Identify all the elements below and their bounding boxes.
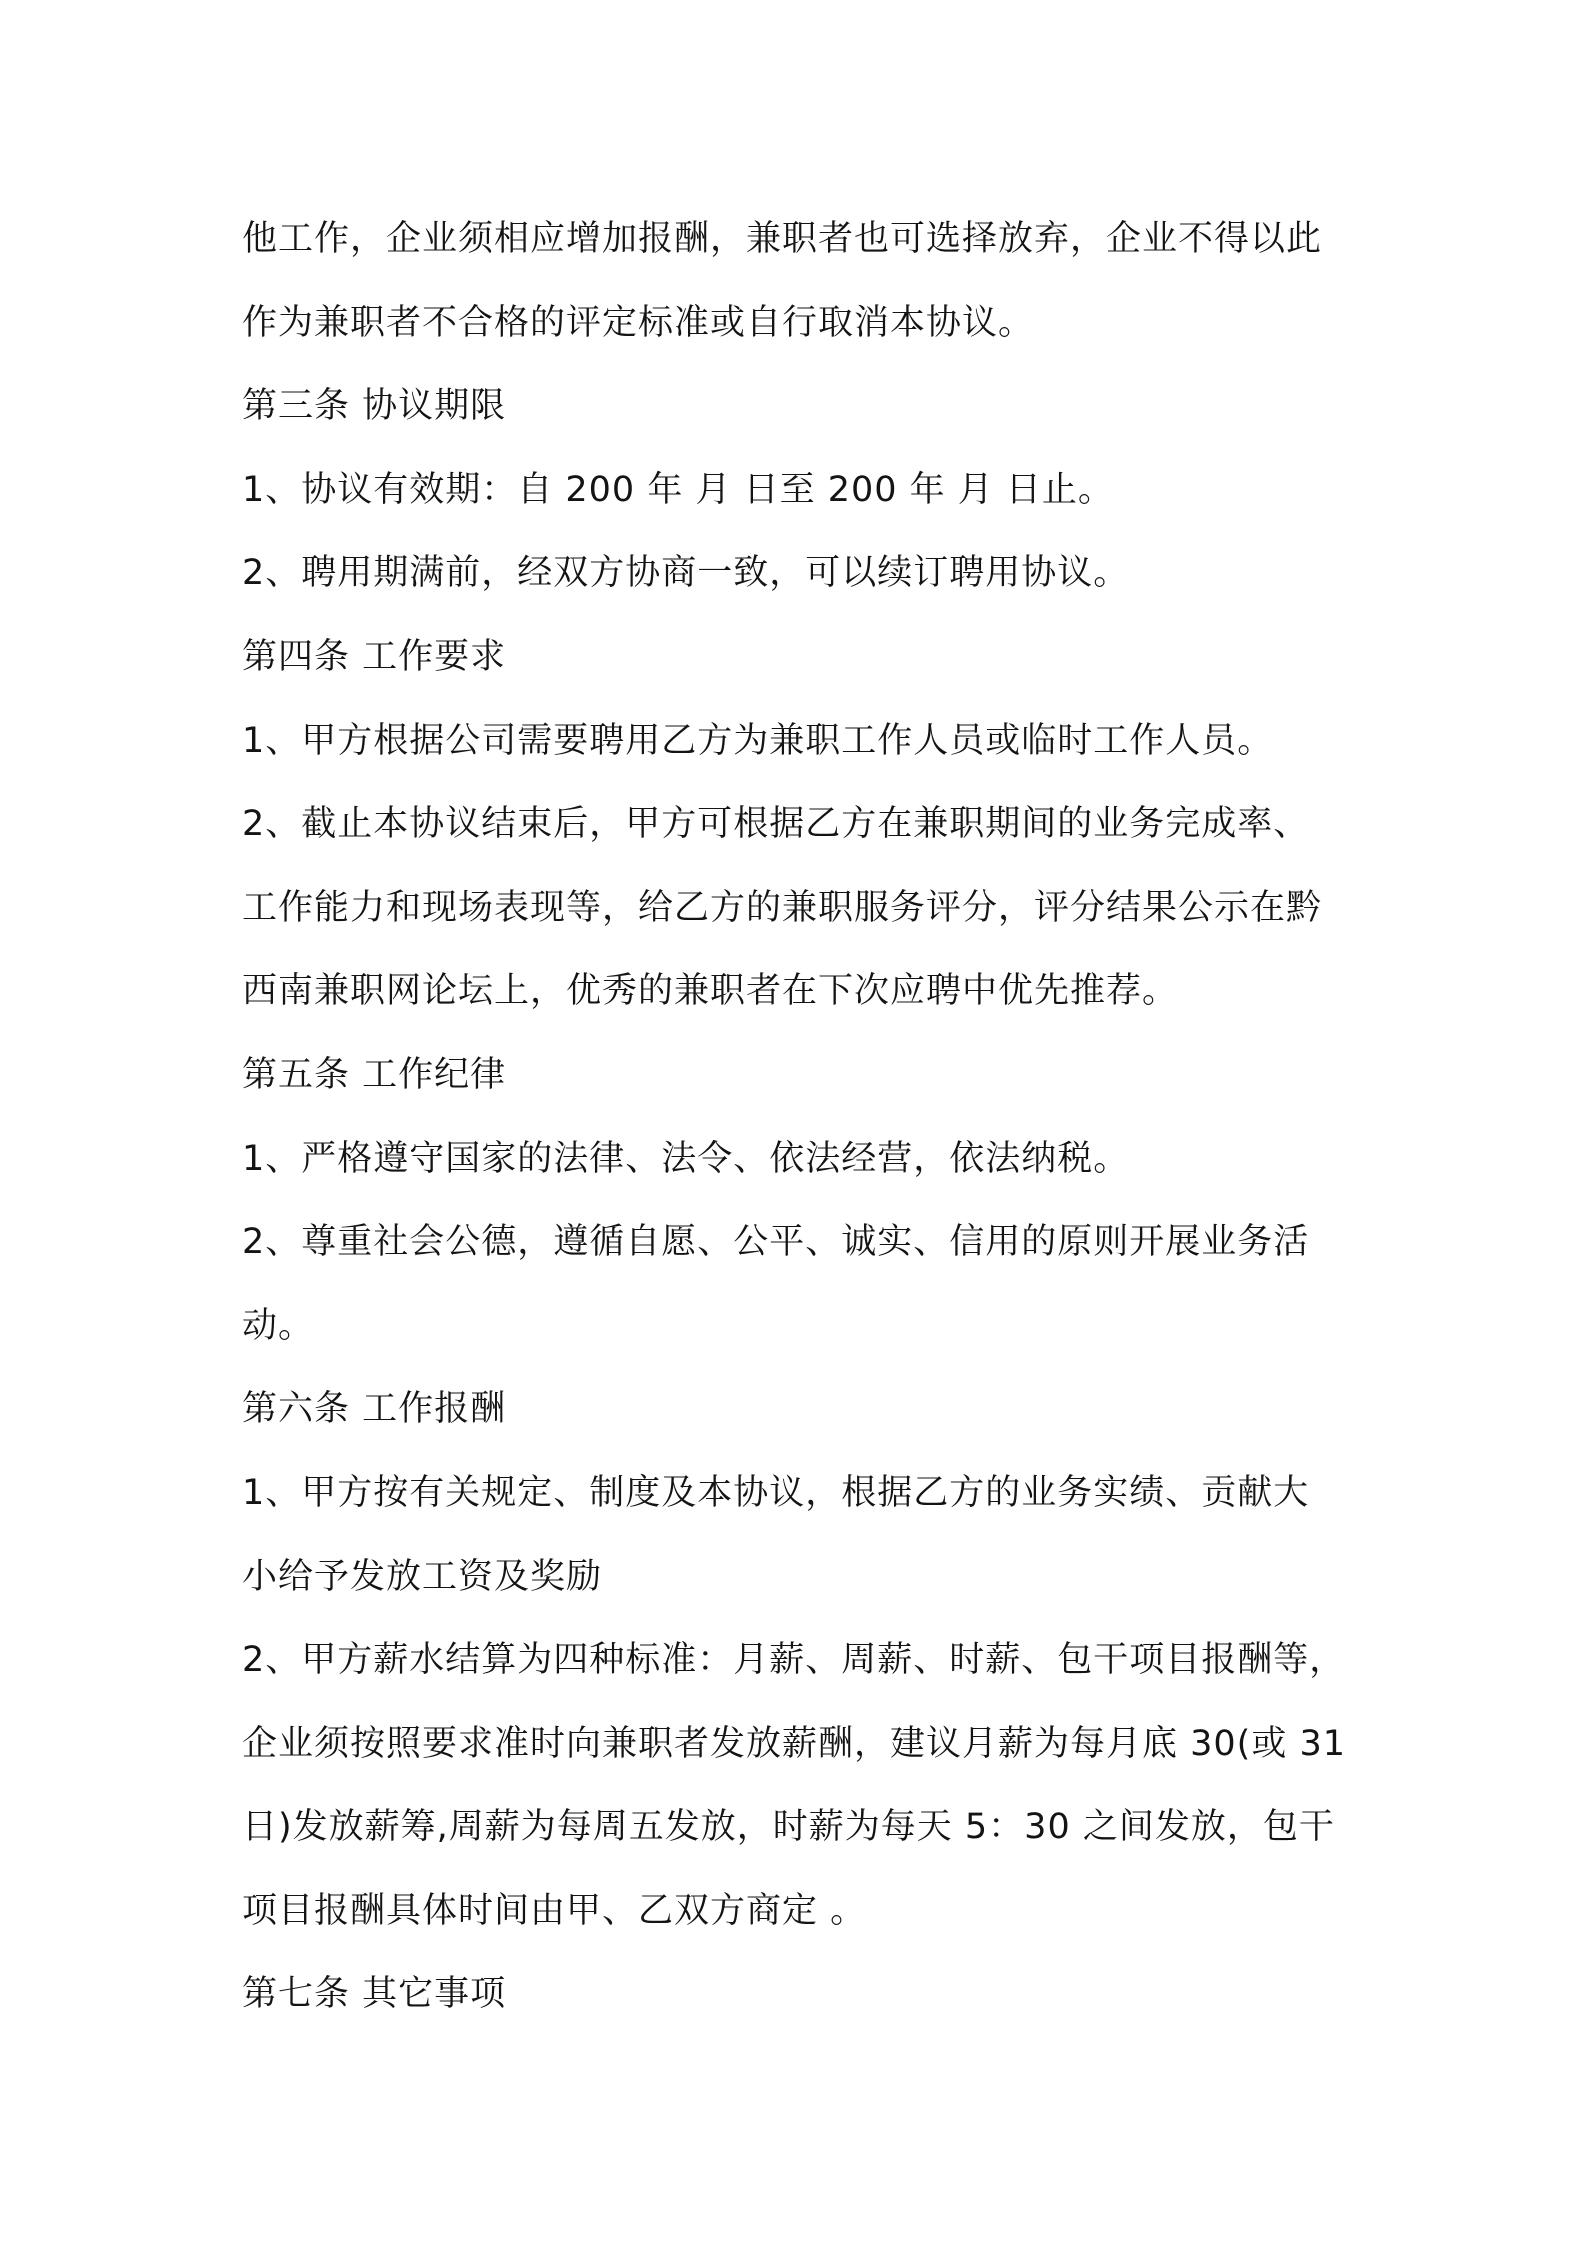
paragraph-line: 他工作，企业须相应增加报酬，兼职者也可选择放弃，企业不得以此 [242, 219, 1323, 259]
paragraph-line: 2、截止本协议结束后，甲方可根据乙方在兼职期间的业务完成率、 [242, 804, 1310, 845]
paragraph-line: 项目报酬具体时间由甲、乙双方商定 。 [242, 1890, 867, 1931]
paragraph-line: 1、甲方按有关规定、制度及本协议，根据乙方的业务实绩、贡献大 [242, 1472, 1310, 1513]
paragraph-line: 动。 [242, 1305, 315, 1346]
paragraph-line: 1、甲方根据公司需要聘用乙方为兼职工作人员或临时工作人员。 [242, 720, 1274, 761]
paragraph-line: 企业须按照要求准时向兼职者发放薪酬，建议月薪为每月底 30(或 31 [242, 1723, 1346, 1764]
paragraph-line: 2、甲方薪水结算为四种标准：月薪、周薪、时薪、包干项目报酬等， [242, 1640, 1346, 1681]
article-heading: 第三条 协议期限 [242, 386, 507, 427]
article-heading: 第七条 其它事项 [242, 1974, 507, 2015]
paragraph-line: 1、协议有效期：自 200 年 月 日至 200 年 月 日止。 [242, 469, 1114, 510]
paragraph-line: 西南兼职网论坛上，优秀的兼职者在下次应聘中优先推荐。 [242, 971, 1179, 1012]
paragraph-line: 作为兼职者不合格的评定标准或自行取消本协议。 [242, 302, 1035, 343]
article-heading: 第四条 工作要求 [242, 636, 507, 677]
paragraph-line: 2、尊重社会公德，遵循自愿、公平、诚实、信用的原则开展业务活 [242, 1222, 1310, 1263]
article-heading: 第六条 工作报酬 [242, 1389, 507, 1430]
document-body [242, 198, 1372, 2037]
article-heading: 第五条 工作纪律 [242, 1054, 507, 1095]
paragraph-line: 1、严格遵守国家的法律、法令、依法经营，依法纳税。 [242, 1138, 1130, 1179]
paragraph-line: 工作能力和现场表现等，给乙方的兼职服务评分，评分结果公示在黔 [242, 887, 1323, 928]
paragraph-line: 日)发放薪筹,周薪为每周五发放，时薪为每天 5：30 之间发放，包干 [242, 1807, 1335, 1848]
paragraph-line: 小给予发放工资及奖励 [242, 1556, 603, 1597]
paragraph-line: 2、聘用期满前，经双方协商一致，可以续订聘用协议。 [242, 553, 1130, 594]
